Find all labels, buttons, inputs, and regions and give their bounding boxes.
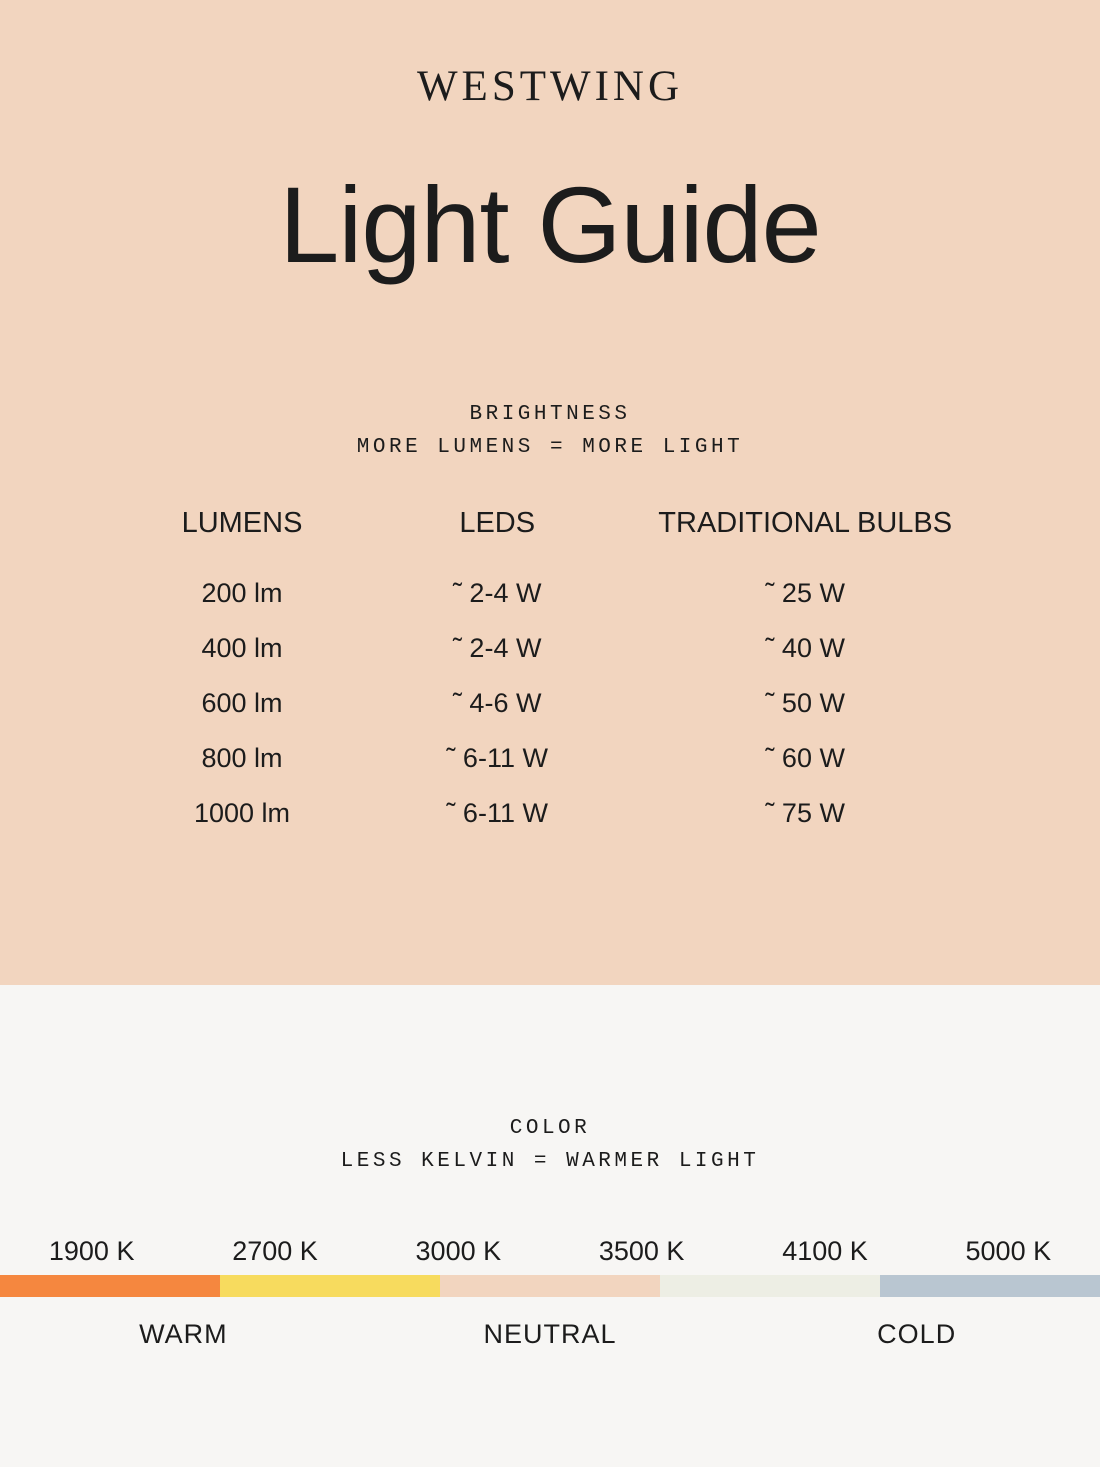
kelvin-tick: 3500 K: [598, 1236, 685, 1267]
cell-lumens: 400 lm: [201, 633, 283, 664]
cell-leds: ˜ 2-4 W: [452, 633, 542, 664]
kelvin-tick: 1900 K: [48, 1236, 135, 1267]
zone-label-warm: WARM: [139, 1319, 228, 1350]
color-swatch-neutral-white: [660, 1275, 880, 1297]
lumens-table: [110, 506, 990, 841]
cell-bulbs: ˜ 40 W: [765, 633, 845, 664]
cell-bulbs: ˜ 75 W: [765, 798, 845, 829]
kelvin-tick: 4100 K: [782, 1236, 868, 1267]
cell-leds: ˜ 6-11 W: [446, 798, 548, 829]
cell-lumens: 200 lm: [201, 578, 283, 609]
color-swatch-neutral-peach: [440, 1275, 660, 1297]
cell-leds: ˜ 6-11 W: [446, 743, 548, 774]
color-zone-labels: [0, 1319, 1100, 1350]
color-heading-line1: COLOR: [509, 1117, 591, 1140]
color-swatch-warm-yellow: [220, 1275, 440, 1297]
kelvin-tick: 3000 K: [415, 1236, 502, 1267]
table-row: [110, 621, 990, 676]
column-header-traditional-bulbs: TRADITIONAL BULBS: [658, 507, 953, 540]
table-row: [110, 566, 990, 621]
table-row: [110, 676, 990, 731]
column-header-leds: LEDS: [459, 507, 536, 540]
cell-bulbs: ˜ 25 W: [765, 578, 845, 609]
cell-bulbs: ˜ 60 W: [765, 743, 845, 774]
color-temperature-bar: [0, 1275, 1100, 1297]
table-header-row: [110, 506, 990, 566]
brightness-heading-line1: BRIGHTNESS: [469, 403, 631, 426]
kelvin-scale-labels: [0, 1236, 1100, 1267]
kelvin-tick: 2700 K: [232, 1236, 318, 1267]
cell-leds: ˜ 4-6 W: [452, 688, 542, 719]
cell-lumens: 800 lm: [201, 743, 283, 774]
column-header-lumens: LUMENS: [181, 507, 303, 540]
table-row: [110, 786, 990, 841]
cell-bulbs: ˜ 50 W: [765, 688, 845, 719]
brightness-heading-line2: MORE LUMENS = MORE LIGHT: [356, 435, 744, 459]
page-title: Light Guide: [279, 164, 821, 285]
cell-leds: ˜ 2-4 W: [452, 578, 542, 609]
color-swatch-cold-blue: [880, 1275, 1100, 1297]
cell-lumens: 600 lm: [201, 688, 283, 719]
kelvin-tick: 5000 K: [965, 1236, 1052, 1267]
brand-wordmark: WESTWING: [416, 63, 684, 110]
color-swatch-warm-orange: [0, 1275, 220, 1297]
zone-label-neutral: NEUTRAL: [483, 1319, 617, 1350]
zone-label-cold: COLD: [877, 1319, 957, 1350]
cell-lumens: 1000 lm: [193, 798, 291, 829]
color-temperature-section: [0, 985, 1100, 1467]
table-row: [110, 731, 990, 786]
brightness-heading: [0, 399, 1100, 464]
color-heading: [0, 985, 1100, 1178]
color-heading-line2: LESS KELVIN = WARMER LIGHT: [340, 1149, 760, 1173]
